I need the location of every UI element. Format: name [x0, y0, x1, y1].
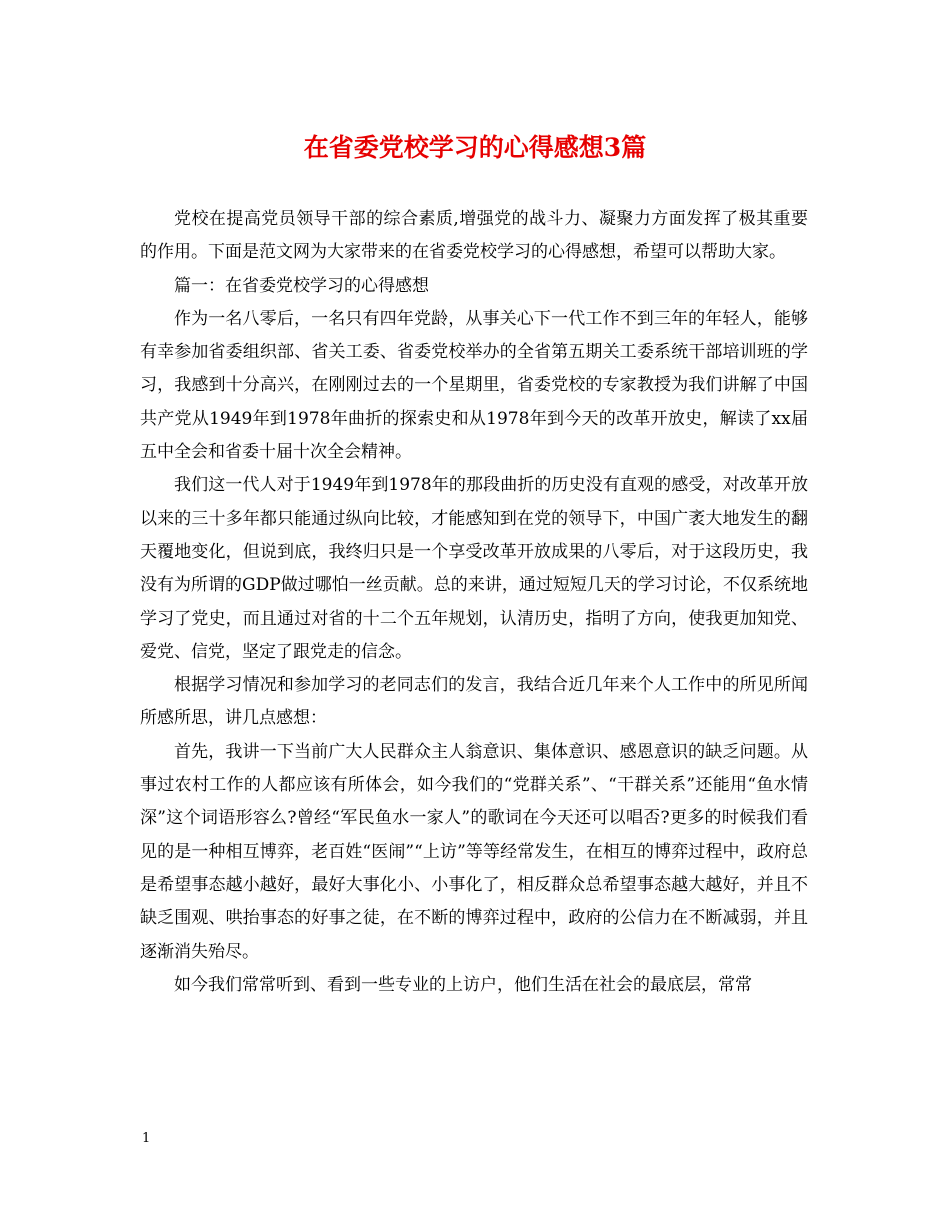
- document-title: 在省委党校学习的心得感想3篇: [303, 133, 647, 162]
- paragraph-background: 作为一名八零后，一名只有四年党龄，从事关心下一代工作不到三年的年轻人，能够有幸参加省委组织部、省关工委、省委党校举办的全省第五期关工委系统干部培训班的学习，我感到十分高兴，在刚刚过去的一个星期里，省委党校的专家教授为我们讲解了中国共产党从1949年到1978年曲折的探索史和从1978年到今天的改革开放史，解读了xx届五中全会和省委十届十次全会精神。: [140, 308, 808, 463]
- paragraph-reflection: 我们这一代人对于1949年到1978年的那段曲折的历史没有直观的感受，对改革开放以来的三十多年都只能通过纵向比较，才能感知到在党的领导下，中国广袤大地发生的翻天覆地变化，但说到底，我终归只是一个享受改革开放成果的八零后，对于这段历史，我没有为所谓的GDP做过哪怕一丝贡献。总的来讲，通过短短几天的学习讨论，不仅系统地学习了党史，而且通过对省的十二个五年规划，认清历史，指明了方向，使我更加知党、爱党、信党，坚定了跟党走的信念。: [140, 475, 808, 662]
- paragraph-lead-in: 根据学习情况和参加学习的老同志们的发言，我结合近几年来个人工作中的所见所闻所感所思，讲几点感想：: [140, 675, 808, 729]
- paragraph-first-point: 首先，我讲一下当前广大人民群众主人翁意识、集体意识、感恩意识的缺乏问题。从事过农村工作的人都应该有所体会，如今我们的“党群关系”、“干群关系”还能用“鱼水情深”这个词语形容么?曾经“军民鱼水一家人”的歌词在今天还可以唱否?更多的时候我们看见的是一种相互博弈，老百姓“医闹”“上访”等等经常发生，在相互的博弈过程中，政府总是希望事态越小越好，最好大事化小、小事化了，相反群众总希望事态越大越好，并且不缺乏围观、哄抬事态的好事之徒，在不断的博弈过程中，政府的公信力在不断减弱，并且逐渐消失殆尽。: [140, 741, 808, 962]
- paragraph-section-heading: 篇一：在省委党校学习的心得感想: [174, 275, 429, 296]
- paragraph-intro: 党校在提高党员领导干部的综合素质,增强党的战斗力、凝聚力方面发挥了极其重要的作用。下面是范文网为大家带来的在省委党校学习的心得感想，希望可以帮助大家。: [140, 209, 808, 263]
- paragraph-petitioners: 如今我们常常听到、看到一些专业的上访户，他们生活在社会的最底层，常常: [174, 974, 752, 995]
- page-number: 1: [142, 1131, 151, 1146]
- document-body: [140, 203, 808, 1002]
